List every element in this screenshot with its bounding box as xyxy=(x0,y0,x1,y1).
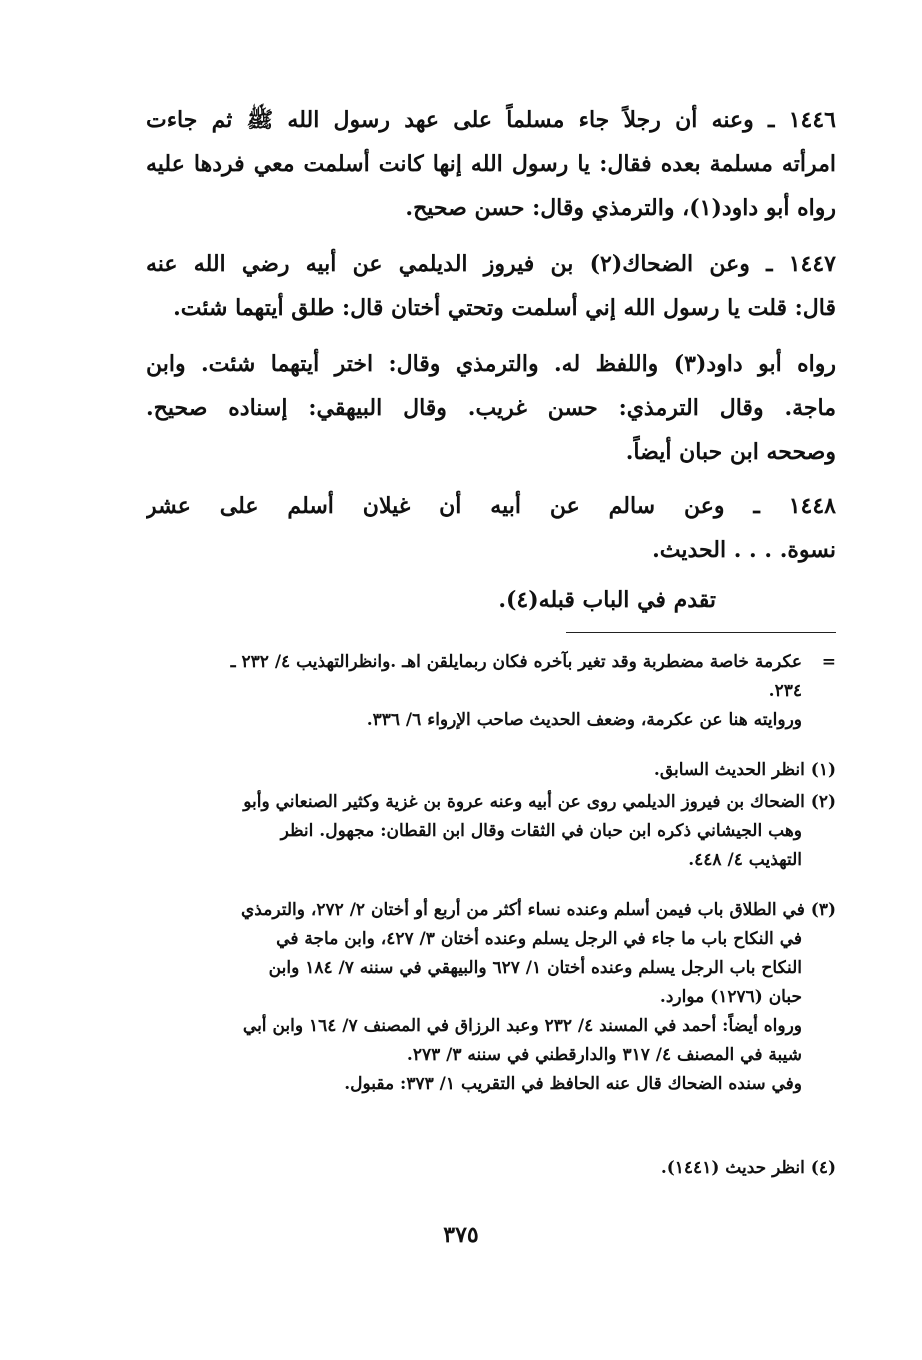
footnote-line: التهذيب ٤/ ٤٤٨. xyxy=(688,850,802,870)
text-line: تقدم في الباب قبله(٤). xyxy=(498,587,716,613)
continuation-mark: = xyxy=(821,652,836,672)
footnote-line: ورواه أيضاً: أحمد في المسند ٤/ ٢٣٢ وعبد الرزاق في المصنف ٧/ ١٦٤ وابن أبي xyxy=(242,1016,802,1036)
footnote-separator xyxy=(566,632,836,633)
footnote-3 xyxy=(136,896,836,1099)
text-line: ١٤٤٦ ـ وعنه أن رجلاً جاء مسلماً على عهد رسول الله ﷺ ثم جاءت xyxy=(146,107,836,133)
page-number: ٣٧٥ xyxy=(443,1222,479,1248)
text-line: نسوة. . . . الحديث. xyxy=(652,537,836,563)
footnote-4 xyxy=(136,1154,836,1183)
text-line: ١٤٤٨ ـ وعن سالم عن أبيه أن غيلان أسلم على عشر xyxy=(146,493,836,519)
footnote-2 xyxy=(136,788,836,875)
footnote-line: (٢) الضحاك بن فيروز الديلمي روى عن أبيه وعنه عروة بن غزية وكثير الصنعاني وأبو xyxy=(243,792,836,812)
footnote-line: عكرمة خاصة مضطربة وقد تغير بآخره فكان ربمايلقن اهـ .وانظرالتهذيب ٤/ ٢٣٢ ـ xyxy=(230,652,802,672)
hadith-1448 xyxy=(146,484,836,572)
text-line: ١٤٤٧ ـ وعن الضحاك(٢) بن فيروز الديلمي عن أبيه رضي الله عنه xyxy=(146,251,836,277)
footnote-line: حبان (١٢٧٦) موارد. xyxy=(659,987,802,1007)
footnote-line: شيبة في المصنف ٤/ ٣١٧ والدارقطني في سننه ٣/ ٢٧٣. xyxy=(406,1045,802,1065)
footnote-line: في النكاح باب ما جاء في الرجل يسلم وعنده أختان ٣/ ٤٢٧، وابن ماجة في xyxy=(276,929,802,949)
text-line: امرأته مسلمة بعده فقال: يا رسول الله إنها كانت أسلمت معي فردها عليه xyxy=(146,151,836,177)
footnote-line: (٤) انظر حديث (١٤٤١). xyxy=(660,1158,836,1178)
hadith-1446 xyxy=(146,98,836,230)
text-line: ماجة. وقال الترمذي: حسن غريب. وقال البيهقي: إسناده صحيح. xyxy=(146,395,836,421)
footnote-line: النكاح باب الرجل يسلم وعنده أختان ١/ ٦٢٧ والبيهقي في سننه ٧/ ١٨٤ وابن xyxy=(268,958,802,978)
hadith-1447 xyxy=(146,242,836,330)
text-line: رواه أبو داود(١)، والترمذي وقال: حسن صحيح. xyxy=(405,195,836,221)
text-line: قال: قلت يا رسول الله إني أسلمت وتحتي أختان قال: طلق أيتهما شئت. xyxy=(173,295,836,321)
hadith-1447-takhrij xyxy=(146,342,836,474)
footnote-continuation xyxy=(136,648,836,735)
footnote-line: وروايته هنا عن عكرمة، وضعف الحديث صاحب الإرواء ٦/ ٣٣٦. xyxy=(366,710,802,730)
footnote-1 xyxy=(136,756,836,785)
footnote-line: ٢٣٤. xyxy=(768,681,802,701)
text-line: وصححه ابن حبان أيضاً. xyxy=(625,439,836,465)
text-line: رواه أبو داود(٣) واللفظ له. والترمذي وقال: اختر أيتهما شئت. وابن xyxy=(146,351,836,377)
hadith-1448-note xyxy=(146,578,836,622)
footnote-line: وفي سنده الضحاك قال عنه الحافظ في التقريب ١/ ٣٧٣: مقبول. xyxy=(344,1074,802,1094)
footnote-line: (١) انظر الحديث السابق. xyxy=(653,760,836,780)
footnote-line: (٣) في الطلاق باب فيمن أسلم وعنده نساء أكثر من أربع أو أختان ٢/ ٢٧٢، والترمذي xyxy=(241,900,836,920)
footnote-line: وهب الجيشاني ذكره ابن حبان في الثقات وقال ابن القطان: مجهول. انظر xyxy=(280,821,802,841)
